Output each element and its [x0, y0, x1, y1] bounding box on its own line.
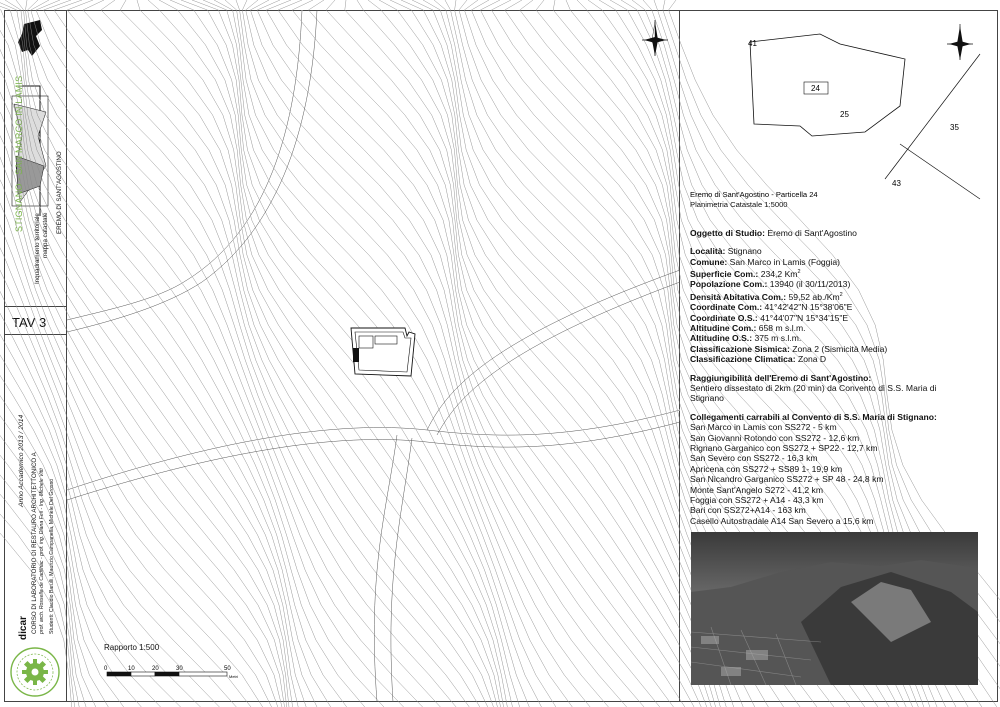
parcel-label: 41 — [748, 39, 757, 48]
tav-number: TAV 3 — [12, 315, 47, 330]
route-item: Casello Autostradale A14 San Severo a 15,6 km — [690, 515, 874, 526]
route-item: San Giovanni Rotondo con SS272 - 12,6 km — [690, 432, 860, 443]
north-arrow-icon — [947, 24, 973, 60]
route-item: Foggia con SS272 + A14 - 43,3 km — [690, 495, 824, 506]
scale-unit: Metri — [229, 674, 238, 679]
subtitle-cadastral: mappa catastale — [42, 212, 49, 258]
route-item: San Nicandro Garganico SS272 + SP 48 - 24,8 km — [690, 474, 884, 485]
route-item: Bari con SS272+A14 - 163 km — [690, 505, 806, 516]
cadastral-scale: Planimetria Catastale 1:5000 — [690, 200, 788, 209]
dicar-logo: dicar — [18, 616, 29, 640]
cadastral-plan — [690, 14, 990, 204]
route-item: San Severo con SS272 - 16,3 km — [690, 453, 818, 464]
north-arrow-icon — [640, 18, 670, 58]
subtitle-territorial: Inquadramento territoriale — [34, 213, 41, 284]
parcel-label: 24 — [811, 84, 820, 93]
students: Studenti: Claudio Barulli, Maurizio Campanella, Michele Del Grosso — [49, 478, 55, 634]
aerial-photo — [691, 532, 978, 685]
route-item: Rignano Garganico con SS272 + SP22 - 12,7 km — [690, 443, 878, 454]
scale-tick-label: 20 — [152, 666, 159, 672]
course-professors: prof. arch. Rossella de Cadilhac - prof. ing. Diana Feil - Ing. Michele Vitti — [39, 468, 45, 634]
route-item: Apricena con SS272 + SS89 1- 19,9 km — [690, 463, 843, 474]
contour-map — [67, 10, 680, 702]
route-item: Monte Sant'Angelo S272 - 41,2 km — [690, 484, 824, 495]
scale-segment — [155, 672, 179, 676]
cadastral-caption: Eremo di Sant'Agostino - Particella 24 — [690, 190, 818, 199]
scale-tick-label: 10 — [128, 666, 135, 672]
scale-bar — [105, 666, 265, 692]
parcel-label: 35 — [950, 123, 959, 132]
location-title: STIGNANO - SAN MARCO IN LAMIS — [14, 75, 24, 232]
scale-ratio-label: Rapporto 1:500 — [104, 643, 160, 652]
university-seal — [9, 646, 61, 698]
scale-tick-label: 0 — [104, 666, 108, 672]
route-item: San Marco in Lamis con SS272 - 5 km — [690, 422, 837, 433]
scale-segment — [107, 672, 131, 676]
scale-segment — [179, 672, 227, 676]
parcel-label: 43 — [892, 179, 901, 188]
course-title: CORSO DI LABORATORIO DI RESTAURO ARCHITETTONICO A — [31, 452, 38, 634]
title-block — [4, 10, 67, 702]
scale-segment — [131, 672, 155, 676]
hermitage-plan — [347, 326, 427, 386]
object-name: EREMO DI SANT'AGOSTINO — [56, 151, 63, 234]
info-oggetto: Oggetto di Studio: Eremo di Sant'Agostino — [690, 228, 857, 238]
scale-tick-label: 30 — [176, 666, 183, 672]
academic-year: Anno Accademico 2013 / 2014 — [18, 414, 25, 507]
parcel-label: 25 — [840, 110, 849, 119]
scale-tick-label: 50 — [224, 666, 231, 672]
info-panel: Oggetto di Studio: Eremo di Sant'Agostino Località: Stignano Comune: San Marco in Lamis (Foggia) Superficie Com.: 234,2 Km$^2$ Popolazione Com.: 13940 (il 30/11/2013) Densità Abitativa Com.: 59,52 ab./Km$^2$ Coordinate Com.: 41°42'42"N 15°38'06"E Coordinate O.S.: 41°44'07"N 15°34'15"E Altitudine Com.: 658 m s.l.m. Altitudine O.S.: 375 m s.l.m. Classificazione Sismica: Zona 2 (Sismicità Media) Classificazione Climatica: Zona D Raggiungibilità dell'Eremo di Sant'Agostino: Sentiero dissestato di 2km (20 min) da Convento di S.S. Maria di Stignano Collegamenti carrabili al Convento di S.S. Maria di Stignano: San Marco in Lamis con SS272 - 5 km San Giovanni Rotondo con SS272 - 12,6 km Rignano Garganico con SS272 + SP22 - 12,7 km San Severo con SS272 - 16,3 km Apricena con SS272 + SS89 1- 19,9 km San Nicandro Garganico SS272 + SP 48 - 24,8 km Monte Sant'Angelo S272 - 41,2 km Foggia con SS272 + A14 - 43,3 km Bari con SS272+A14 - 163 km Casello Autostradale A14 San Severo a 15,6 km — [690, 228, 990, 526]
routes-list — [690, 422, 990, 526]
